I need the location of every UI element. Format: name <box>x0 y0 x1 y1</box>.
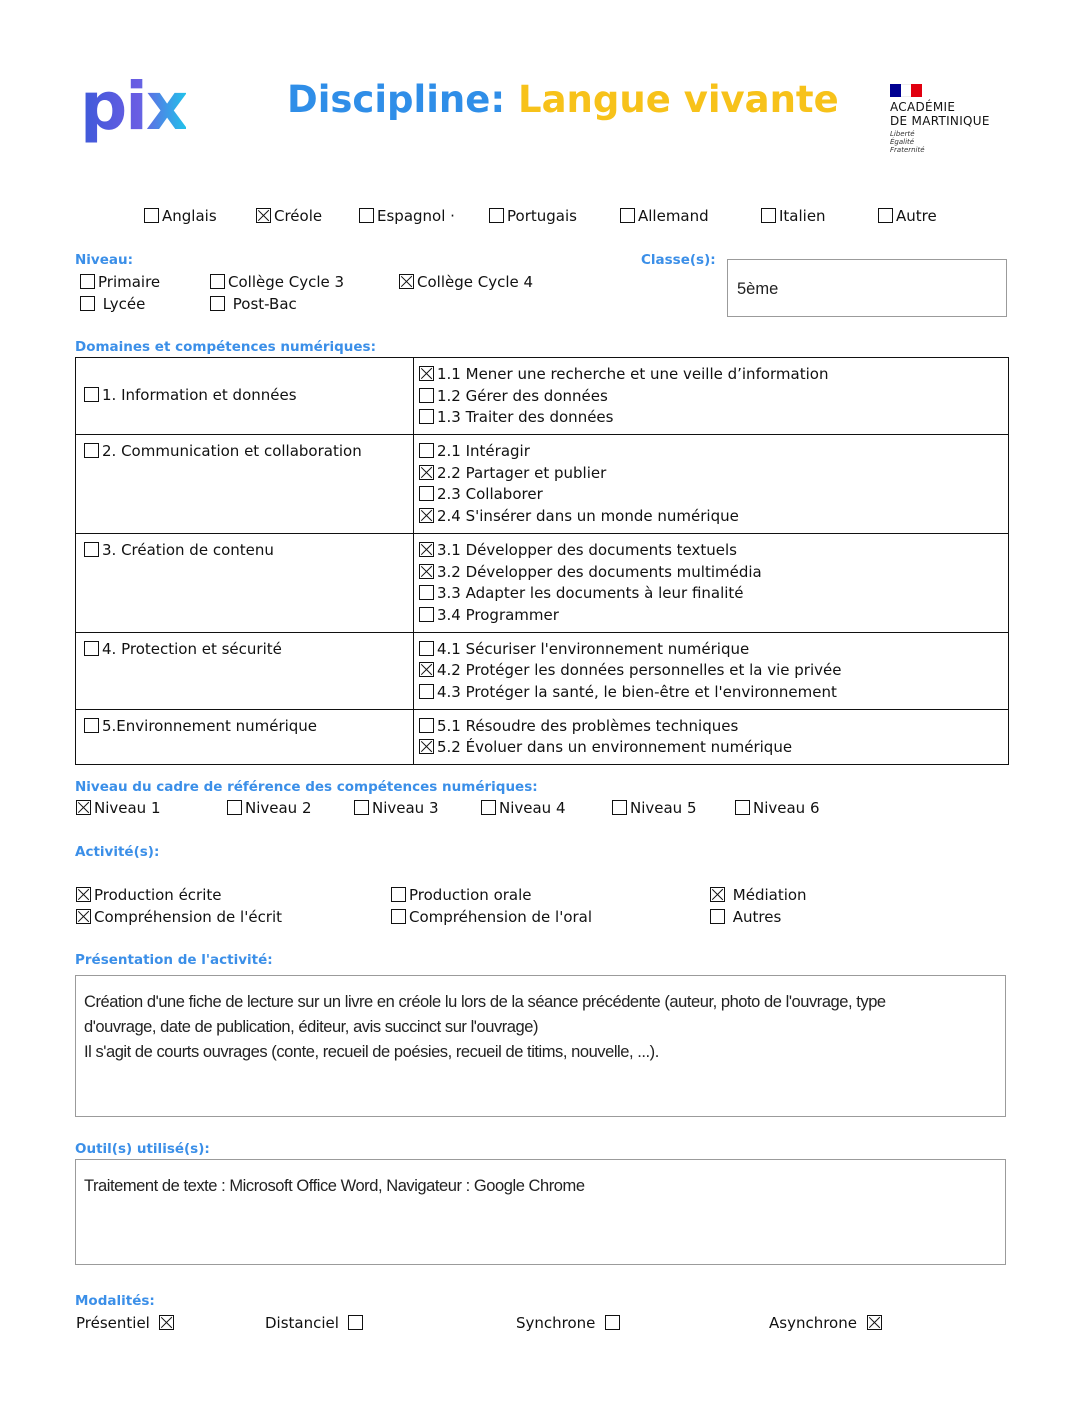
skill-label: 2.4 S'insérer dans un monde numérique <box>437 507 739 526</box>
cadre-level-5[interactable] <box>612 799 697 817</box>
checkbox-icon[interactable] <box>419 366 434 381</box>
level-label: Niveau 3 <box>372 799 439 817</box>
niveau-option-cycle4[interactable] <box>399 273 533 291</box>
checkbox-icon[interactable] <box>76 909 91 924</box>
outils-label: Outil(s) utilisé(s): <box>75 1141 210 1157</box>
checkbox-icon[interactable] <box>419 662 434 677</box>
domain-cell <box>76 358 414 435</box>
language-option-espagnol[interactable] <box>359 207 455 225</box>
checkbox-icon[interactable] <box>210 274 225 289</box>
outils-field[interactable] <box>75 1159 1006 1265</box>
activite-production-ecrite[interactable] <box>76 886 222 904</box>
language-option-creole[interactable] <box>256 207 322 225</box>
skills-cell <box>414 709 1009 764</box>
language-option-italien[interactable] <box>761 207 826 225</box>
modalite-label: Asynchrone <box>769 1314 857 1332</box>
domain-label: 1. Information et données <box>102 386 297 404</box>
checkbox-icon[interactable] <box>620 208 635 223</box>
checkbox-icon[interactable] <box>419 684 434 699</box>
niveau-option-label: Collège Cycle 4 <box>417 273 534 291</box>
checkbox-icon[interactable] <box>84 718 99 733</box>
activite-label: Production orale <box>409 886 532 904</box>
cadre-level-3[interactable] <box>354 799 439 817</box>
skill-option[interactable] <box>419 407 1008 429</box>
skill-label: 2.1 Intéragir <box>437 442 530 461</box>
niveau-option-label: Primaire <box>98 273 161 291</box>
skills-cell <box>414 435 1009 534</box>
checkbox-icon[interactable] <box>419 564 434 579</box>
cadre-level-6[interactable] <box>735 799 820 817</box>
presentation-label: Présentation de l'activité: <box>75 952 273 968</box>
domain-option[interactable] <box>84 385 413 407</box>
language-label: Espagnol · <box>377 207 455 225</box>
skills-cell <box>414 632 1009 709</box>
level-label: Niveau 5 <box>630 799 697 817</box>
checkbox-icon[interactable] <box>878 208 893 223</box>
skill-label: 3.4 Programmer <box>437 605 559 624</box>
skill-option[interactable] <box>419 441 1008 463</box>
checkbox-icon[interactable] <box>84 387 99 402</box>
checkbox-icon[interactable] <box>735 800 750 815</box>
checkbox-icon[interactable] <box>605 1315 620 1330</box>
domain-cell <box>76 632 414 709</box>
checkbox-icon[interactable] <box>761 208 776 223</box>
level-label: Niveau 4 <box>499 799 566 817</box>
checkbox-icon[interactable] <box>419 486 434 501</box>
academie-line1: ACADÉMIE <box>890 100 956 114</box>
table-row <box>76 709 1009 764</box>
domain-option[interactable] <box>84 441 413 463</box>
skill-option[interactable] <box>419 463 1008 485</box>
flag-icon <box>890 84 922 97</box>
skill-option[interactable] <box>419 562 1008 584</box>
checkbox-icon[interactable] <box>419 409 434 424</box>
skill-label: 4.1 Sécuriser l'environnement numérique <box>437 639 750 658</box>
modalite-label: Distanciel <box>265 1314 339 1332</box>
checkbox-icon[interactable] <box>348 1315 363 1330</box>
skill-label: 3.1 Développer des documents textuels <box>437 540 737 559</box>
niveau-option-label: Collège Cycle 3 <box>228 273 345 291</box>
title-key: Discipline: <box>287 78 506 121</box>
domain-label: 5.Environnement numérique <box>102 716 318 735</box>
activite-comprehension-oral[interactable] <box>391 908 592 926</box>
activites-label: Activité(s): <box>75 844 160 860</box>
skill-option[interactable] <box>419 660 1008 682</box>
level-label: Niveau 6 <box>753 799 820 817</box>
checkbox-icon[interactable] <box>489 208 504 223</box>
skill-label: 3.3 Adapter les documents à leur finalité <box>437 584 744 603</box>
outils-value: Traitement de texte : Microsoft Office Word, Navigateur : Google Chrome <box>84 1177 585 1195</box>
language-option-allemand[interactable] <box>620 207 709 225</box>
title-value: Langue vivante <box>518 78 839 121</box>
checkbox-icon[interactable] <box>76 887 91 902</box>
skill-label: 2.2 Partager et publier <box>437 463 607 482</box>
activite-label: Compréhension de l'écrit <box>94 908 283 926</box>
skill-label: 2.3 Collaborer <box>437 485 543 504</box>
cadre-level-1[interactable] <box>76 799 161 817</box>
niveau-option-postbac[interactable] <box>210 295 297 313</box>
classes-field[interactable] <box>727 259 1007 317</box>
checkbox-icon[interactable] <box>419 388 434 403</box>
domains-table <box>75 357 1009 765</box>
pix-logo <box>80 68 187 145</box>
skill-label: 4.2 Protéger les données personnelles et la vie privée <box>437 661 842 680</box>
language-label: Portugais <box>507 207 577 225</box>
motto-line3: Fraternité <box>890 146 925 154</box>
checkbox-icon[interactable] <box>419 607 434 622</box>
niveau-option-label: Lycée <box>102 295 146 313</box>
checkbox-icon[interactable] <box>227 800 242 815</box>
domain-option[interactable] <box>84 639 413 661</box>
table-row <box>76 435 1009 534</box>
skill-label: 3.2 Développer des documents multimédia <box>437 562 762 581</box>
domain-label: 2. Communication et collaboration <box>102 442 362 461</box>
activite-label: Médiation <box>732 886 807 904</box>
activite-autres[interactable] <box>710 908 781 926</box>
skill-option[interactable] <box>419 716 1008 738</box>
checkbox-icon[interactable] <box>354 800 369 815</box>
niveau-label: Niveau: <box>75 252 134 268</box>
domain-cell <box>76 709 414 764</box>
checkbox-icon[interactable] <box>80 296 95 311</box>
language-option-anglais[interactable] <box>144 207 217 225</box>
domaines-label: Domaines et compétences numériques: <box>75 339 376 355</box>
academie-line2: DE MARTINIQUE <box>890 114 990 128</box>
checkbox-icon[interactable] <box>210 296 225 311</box>
language-option-autre[interactable] <box>878 207 937 225</box>
domain-cell <box>76 533 414 632</box>
language-label: Créole <box>274 207 323 225</box>
language-label: Italien <box>779 207 826 225</box>
checkbox-icon[interactable] <box>867 1315 882 1330</box>
niveau-option-label: Post-Bac <box>232 295 297 313</box>
skill-label: 1.3 Traiter des données <box>437 408 614 427</box>
checkbox-icon[interactable] <box>419 443 434 458</box>
skill-label: 5.2 Évoluer dans un environnement numérique <box>437 738 793 757</box>
checkbox-icon[interactable] <box>84 443 99 458</box>
skill-option[interactable] <box>419 605 1008 627</box>
skill-option[interactable] <box>419 639 1008 661</box>
presentation-field[interactable] <box>75 975 1006 1117</box>
domain-label: 3. Création de contenu <box>102 540 274 559</box>
skill-label: 1.2 Gérer des données <box>437 386 608 405</box>
domain-option[interactable] <box>84 716 413 738</box>
niveau-option-primaire[interactable] <box>80 273 160 291</box>
skill-label: 5.1 Résoudre des problèmes techniques <box>437 716 739 735</box>
checkbox-icon[interactable] <box>710 909 725 924</box>
classes-value: 5ème <box>737 280 779 298</box>
skill-option[interactable] <box>419 386 1008 408</box>
skill-label: 4.3 Protéger la santé, le bien-être et l'environnement <box>437 682 837 701</box>
activite-comprehension-ecrit[interactable] <box>76 908 282 926</box>
domain-label: 4. Protection et sécurité <box>102 639 282 658</box>
skill-option[interactable] <box>419 583 1008 605</box>
checkbox-icon[interactable] <box>481 800 496 815</box>
niveau-option-lycee[interactable] <box>80 295 145 313</box>
skill-option[interactable] <box>419 506 1008 528</box>
skill-option[interactable] <box>419 737 1008 759</box>
skill-option[interactable] <box>419 484 1008 506</box>
modalite-synchrone[interactable] <box>516 1314 623 1332</box>
checkbox-icon[interactable] <box>144 208 159 223</box>
checkbox-icon[interactable] <box>76 800 91 815</box>
checkbox-icon[interactable] <box>391 909 406 924</box>
checkbox-icon[interactable] <box>612 800 627 815</box>
table-row <box>76 632 1009 709</box>
modalite-label: Présentiel <box>76 1314 150 1332</box>
cadre-level-4[interactable] <box>481 799 566 817</box>
skills-cell <box>414 533 1009 632</box>
checkbox-icon[interactable] <box>419 508 434 523</box>
activite-label: Compréhension de l'oral <box>409 908 593 926</box>
activite-production-orale[interactable] <box>391 886 532 904</box>
checkbox-icon[interactable] <box>419 542 434 557</box>
modalite-presentiel[interactable] <box>76 1314 177 1332</box>
table-row <box>76 358 1009 435</box>
checkbox-icon[interactable] <box>419 641 434 656</box>
checkbox-icon[interactable] <box>419 465 434 480</box>
presentation-line: Il s'agit de courts ouvrages (conte, recueil de poésies, recueil de titims, nouvelle, ...). <box>84 1043 659 1061</box>
checkbox-icon[interactable] <box>710 887 725 902</box>
skill-label: 1.1 Mener une recherche et une veille d’information <box>437 365 829 383</box>
checkbox-icon[interactable] <box>391 887 406 902</box>
checkbox-icon[interactable] <box>256 208 271 223</box>
checkbox-icon[interactable] <box>84 542 99 557</box>
motto <box>890 130 990 154</box>
modalites-label: Modalités: <box>75 1293 155 1309</box>
checkbox-icon[interactable] <box>419 585 434 600</box>
checkbox-icon[interactable] <box>84 641 99 656</box>
skill-option[interactable] <box>419 682 1008 704</box>
checkbox-icon[interactable] <box>159 1315 174 1330</box>
academie-name <box>890 100 990 128</box>
skills-cell <box>414 358 1009 435</box>
niveau-option-cycle3[interactable] <box>210 273 344 291</box>
modalite-label: Synchrone <box>516 1314 596 1332</box>
page-title <box>287 78 839 121</box>
table-row <box>76 533 1009 632</box>
activite-mediation[interactable] <box>710 886 807 904</box>
domain-cell <box>76 435 414 534</box>
language-option-portugais[interactable] <box>489 207 577 225</box>
checkbox-icon[interactable] <box>419 718 434 733</box>
checkbox-icon[interactable] <box>419 739 434 754</box>
language-label: Allemand <box>638 207 709 225</box>
language-label: Autre <box>896 207 937 225</box>
presentation-line: d'ouvrage, date de publication, éditeur, avis succinct sur l'ouvrage) <box>84 1018 539 1036</box>
cadre-label: Niveau du cadre de référence des compétences numériques: <box>75 779 538 795</box>
motto-line1: Liberté <box>890 130 915 138</box>
level-label: Niveau 1 <box>94 799 161 817</box>
level-label: Niveau 2 <box>245 799 312 817</box>
skill-option[interactable] <box>419 540 1008 562</box>
presentation-line: Création d'une fiche de lecture sur un livre en créole lu lors de la séance précédente (auteur, photo de l'ouvrage, type <box>84 993 886 1011</box>
language-label: Anglais <box>162 207 217 225</box>
activite-label: Autres <box>732 908 782 926</box>
domain-option[interactable] <box>84 540 413 562</box>
activite-label: Production écrite <box>94 886 222 904</box>
modalite-distanciel[interactable] <box>265 1314 366 1332</box>
modalite-asynchrone[interactable] <box>769 1314 885 1332</box>
checkbox-icon[interactable] <box>359 208 374 223</box>
motto-line2: Égalité <box>890 138 915 146</box>
checkbox-icon[interactable] <box>399 274 414 289</box>
academie-logo <box>890 84 990 154</box>
skill-option[interactable] <box>419 364 1008 386</box>
cadre-level-2[interactable] <box>227 799 312 817</box>
classes-label: Classe(s): <box>641 252 716 268</box>
checkbox-icon[interactable] <box>80 274 95 289</box>
pix-logo-text: pix <box>80 68 187 145</box>
